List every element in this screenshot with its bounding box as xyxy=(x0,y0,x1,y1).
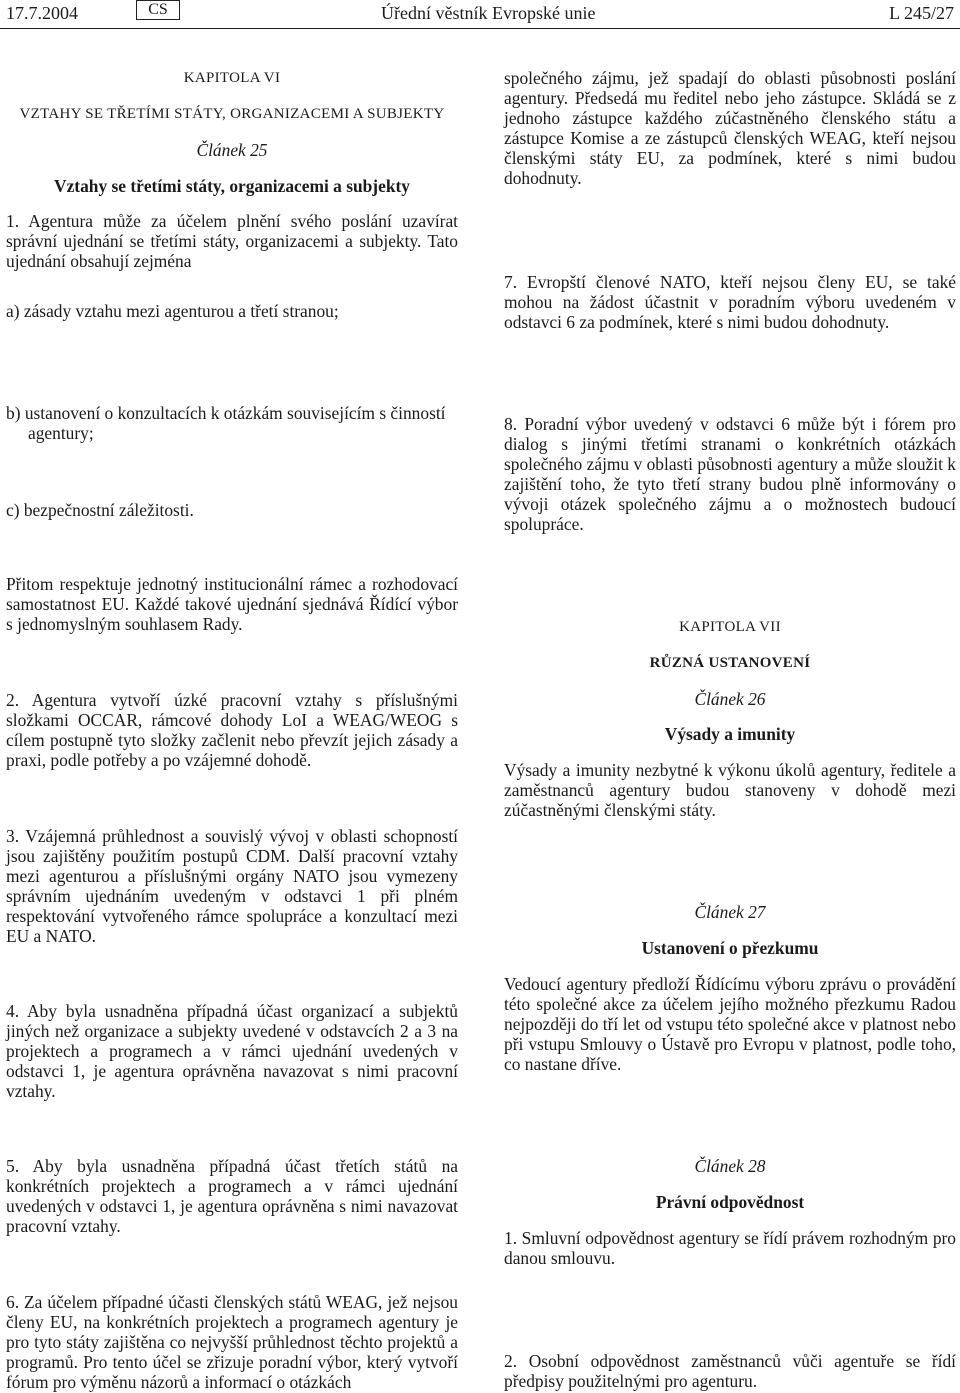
paragraph-5: 5. Aby byla usnadněna případná účast třetích států na konkrétních projektech a programech a v rámci ujednání uvedených v odstavci 1, je agentura oprávněna s nimi navazovat pracovní vztahy. xyxy=(6,1156,458,1236)
article-28-label: Článek 28 xyxy=(694,1156,766,1176)
page-header xyxy=(0,0,960,30)
article-28-paragraph-1: 1. Smluvní odpovědnost agentury se řídí právem rozhodným pro danou smlouvu. xyxy=(504,1228,956,1268)
article-27-label: Článek 27 xyxy=(694,902,766,922)
paragraph-1c: c) bezpečnostní záležitosti. xyxy=(6,500,194,520)
paragraph-6: 6. Za účelem případné účasti členských států WEAG, jež nejsou členy EU, na konkrétních projektech a programech agentury je pro tyto státy zajištěna co nejvyšší průhlednost těchto projektů a programů. Pro tento účel se zřizuje poradní výbor, který vytvoří fórum pro výměnu názorů a informací o otázkách xyxy=(6,1292,458,1392)
article-27-text: Vedoucí agentury předloží Řídícímu výboru zprávu o provádění této společné akce za účelem jejího možného přezkumu Radou nejpozději do tří let od vstupu této společné akce v platnost nebo při vstupu Smlouvy o Ústavě pro Evropu v platnost, podle toho, co nastane dříve. xyxy=(504,974,956,1074)
language-badge: CS xyxy=(136,0,180,20)
chapter-6-title: VZTAHY SE TŘETÍMI STÁTY, ORGANIZACEMI A SUBJEKTY xyxy=(19,106,445,122)
paragraph-1-closing: Přitom respektuje jednotný institucionální rámec a rozhodovací samostatnost EU. Každé takové ujednání sjednává Řídící výbor s jednomyslným souhlasem Rady. xyxy=(6,574,458,634)
article-25-label: Článek 25 xyxy=(196,140,268,160)
article-27-title: Ustanovení o přezkumu xyxy=(641,938,819,958)
header-date: 17.7.2004 xyxy=(6,3,78,23)
paragraph-2: 2. Agentura vytvoří úzké pracovní vztahy s příslušnými složkami OCCAR, rámcové dohody LoI a WEAG/WEOG s cílem postupně tyto složky začlenit nebo převzít jejich zásady a praxi, podle potřeby a po vzájemné dohodě. xyxy=(6,690,458,770)
article-26-label: Článek 26 xyxy=(694,689,766,709)
chapter-7-label: KAPITOLA VII xyxy=(679,619,781,635)
article-28-title: Právní odpovědnost xyxy=(655,1192,805,1212)
paragraph-3: 3. Vzájemná průhlednost a souvislý vývoj v oblasti schopností jsou zajištěny použitím postupů CDM. Další pracovní vztahy mezi agenturou a příslušnými orgány NATO jsou vymezeny správním ujednáním uvedeným v odstavci 1 při plném respektování vytvořeného rámce spolupráce a konzultací mezi EU a NATO. xyxy=(6,826,458,946)
journal-title: Úřední věstník Evropské unie xyxy=(381,3,596,23)
paragraph-7: 7. Evropští členové NATO, kteří nejsou členy EU, se také mohou na žádost účastnit v poradním výboru uvedeném v odstavci 6 za podmínek, které s nimi budou dohodnuty. xyxy=(504,272,956,332)
paragraph-1a: a) zásady vztahu mezi agenturou a třetí stranou; xyxy=(6,301,339,321)
page-number: L 245/27 xyxy=(889,3,954,23)
article-26-title: Výsady a imunity xyxy=(664,724,796,744)
paragraph-8: 8. Poradní výbor uvedený v odstavci 6 může být i fórem pro dialog s jinými třetími stranami o konkrétních otázkách společného zájmu v oblasti působnosti agentury a může sloužit k zajištění toho, že tyto třetí strany budou plně informovány o vývoji otázek společného zájmu a o možnostech budoucí spolupráce. xyxy=(504,414,956,534)
chapter-6-label: KAPITOLA VI xyxy=(183,70,281,86)
article-25-title: Vztahy se třetími státy, organizacemi a subjekty xyxy=(54,176,410,196)
paragraph-1: 1. Agentura může za účelem plnění svého poslání uzavírat správní ujednání se třetími státy, organizacemi a subjekty. Tato ujednání obsahují zejména xyxy=(6,211,458,271)
paragraph-4: 4. Aby byla usnadněna případná účast organizací a subjektů jiných než organizace a subjekty uvedené v odstavcích 2 a 3 na projektech a programech a v rámci ujednání uvedených v odstavci 1, je agentura oprávněna navazovat s nimi pracovní vztahy. xyxy=(6,1001,458,1101)
article-26-text: Výsady a imunity nezbytné k výkonu úkolů agentury, ředitele a zaměstnanců agentury budou stanoveny v dohodě mezi zúčastněnými členskými státy. xyxy=(504,760,956,820)
paragraph-1b: b) ustanovení o konzultacích k otázkám souvisejícím s činností agentury; xyxy=(6,403,446,443)
paragraph-6-continued: společného zájmu, jež spadají do oblasti působnosti poslání agentury. Předsedá mu ředitel nebo jeho zástupce. Skládá se z jednoho zástupce každého zúčastněného členského státu a zástupce Komise a ze zástupců členských WEAG, kteří nejsou členskými státy EU, za podmínek, které s nimi budou dohodnuty. xyxy=(504,68,956,188)
chapter-7-title: RŮZNÁ USTANOVENÍ xyxy=(649,655,811,671)
article-28-paragraph-2: 2. Osobní odpovědnost zaměstnanců vůči agentuře se řídí předpisy použitelnými pro agenturu. xyxy=(504,1351,956,1391)
header-rule xyxy=(0,28,960,29)
